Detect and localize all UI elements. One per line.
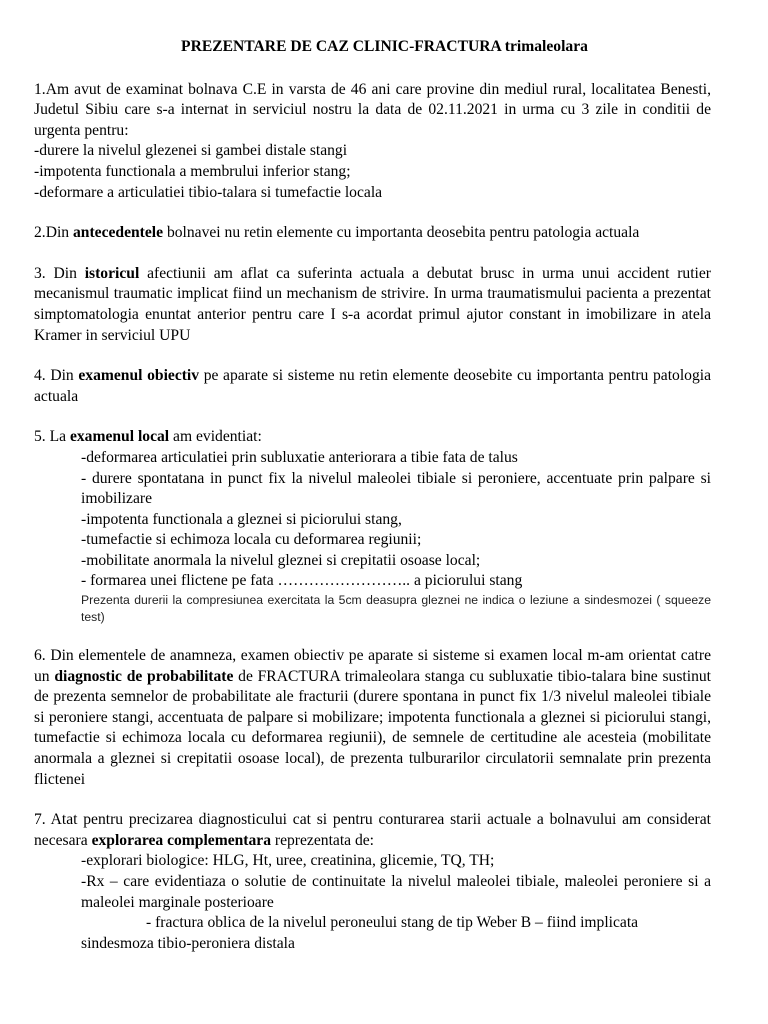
section-2-pre: 2.Din: [34, 224, 73, 242]
section-4-bold: examenul obiectiv: [78, 367, 200, 385]
section-5-bold: examenul local: [69, 428, 170, 446]
section-5-item: -tumefactie si echimoza locala cu deformarea regiunii;: [81, 531, 422, 549]
section-7-post: reprezentata de:: [271, 831, 375, 849]
section-6-text: [34, 646, 711, 790]
section-3: [34, 264, 711, 346]
section-3-post: afectiunii am aflat ca suferinta actuala a debutat brusc in urma unui accident rutier mecanismul traumatic implicat fiind un mechanism de strivire. In urma traumatismului pacienta a prezentat simptomatologia enuntat anterior pentru care I s-a acordat primul ajutor constant in imobilizare in atela Kramer in serviciul UPU: [34, 264, 711, 344]
section-1-text: 1.Am avut de examinat bolnava C.E in varsta de 46 ani care provine din mediul rural, localitatea Benesti, Judetul Sibiu care s-a internat in serviciul nostru la data de 02.11.2021 in urma cu 3 zile in conditii de urgenta pentru:: [34, 80, 711, 139]
section-3-text: [34, 264, 711, 346]
section-3-pre: 3. Din: [34, 264, 85, 282]
section-1-item: -deformare a articulatiei tibio-talara si tumefactie locala: [34, 183, 383, 201]
section-2-bold: antecedentele: [72, 224, 164, 242]
section-2: [34, 223, 711, 244]
section-4-post: pe aparate si sisteme nu retin elemente deosebite cu importanta pentru patologia actuala: [34, 367, 711, 405]
section-5-post: am evidentiat:: [169, 428, 262, 446]
section-5-pre: 5. La: [34, 428, 70, 446]
section-7-heading: [34, 810, 711, 851]
section-7-pre: 7. Atat pentru precizarea diagnosticului cat si pentru conturarea starii actuale a bolnavului am considerat necesara: [34, 811, 711, 849]
section-1: [34, 80, 711, 204]
title-main: PREZENTARE DE CAZ CLINIC-FRACTURA: [181, 38, 501, 55]
section-1-item: -impotenta functionala a membrului inferior stang;: [34, 162, 351, 180]
section-5-item: -deformarea articulatiei prin subluxatie anteriorara a tibie fata de talus: [81, 448, 518, 466]
section-5-note: Prezenta durerii la compresiunea exercitata la 5cm deasupra gleznei ne indica o leziune a sindesmozei ( squeeze test): [81, 593, 711, 625]
section-7-item: - fractura oblica de la nivelul peroneului stang de tip Weber B – fiind implicata: [146, 914, 639, 932]
title-sub: trimaleolara: [500, 38, 588, 55]
section-6: [34, 646, 711, 790]
section-7-item: -explorari biologice: HLG, Ht, uree, creatinina, glicemie, TQ, TH;: [81, 852, 495, 870]
section-4-text: [34, 366, 711, 407]
section-4-pre: 4. Din: [34, 367, 79, 385]
section-2-text: [34, 223, 711, 244]
section-2-post: bolnavei nu retin elemente cu importanta deosebita pentru patologia actuala: [163, 224, 640, 242]
section-1-item: -durere la nivelul glezenei si gambei distale stangi: [34, 142, 348, 160]
section-6-pre: 6. Din elementele de anamneza, examen obiectiv pe aparate si sisteme si examen local m-am orientat catre un: [34, 647, 711, 685]
section-6-post: de FRACTURA trimaleolara stanga cu subluxatie tibio-talara bine sustinut de prezenta semnelor de probabilitate ale fracturii (durere spontana in punct fix 1/3 nivelul maleolei tibiale si peroniere stangi, accentuata de palpare si mobilizare; impotenta functionala a gleznei si piciorului stangi, tumefactie si echimoza locala cu deformarea regiunii), de semnele de certitudine ale acesteia (mobilitate anormala a gleznei si crepitatii osoase local), de prezenta tulburarilor circulatorii semnalate prin prezenta flictenei: [34, 667, 712, 788]
section-7: [34, 810, 711, 954]
section-5-item: - formarea unei flictene pe fata …………………….. a piciorului stang: [81, 572, 523, 590]
section-5-item: - durere spontatana in punct fix la nivelul maleolei tibiale si peroniere, accentuate prin palpare si imobilizare: [81, 469, 711, 508]
section-5-heading: [34, 427, 711, 448]
document-title: [34, 37, 711, 58]
section-6-bold: diagnostic de probabilitate: [54, 667, 234, 685]
section-5: [34, 427, 711, 626]
section-7-item: -Rx – care evidentiaza o solutie de continuitate la nivelul maleolei tibiale, maleolei peroniere si a maleolei marginale posterioare: [81, 873, 711, 911]
section-5-item: -mobilitate anormala la nivelul gleznei si crepitatii osoase local;: [81, 551, 481, 569]
section-7-bold: explorarea complementara: [91, 831, 271, 849]
section-7-item-continued: sindesmoza tibio-peroniera distala: [81, 934, 295, 952]
section-5-item: -impotenta functionala a gleznei si piciorului stang,: [81, 510, 402, 528]
section-4: [34, 366, 711, 407]
section-3-bold: istoricul: [84, 264, 140, 282]
